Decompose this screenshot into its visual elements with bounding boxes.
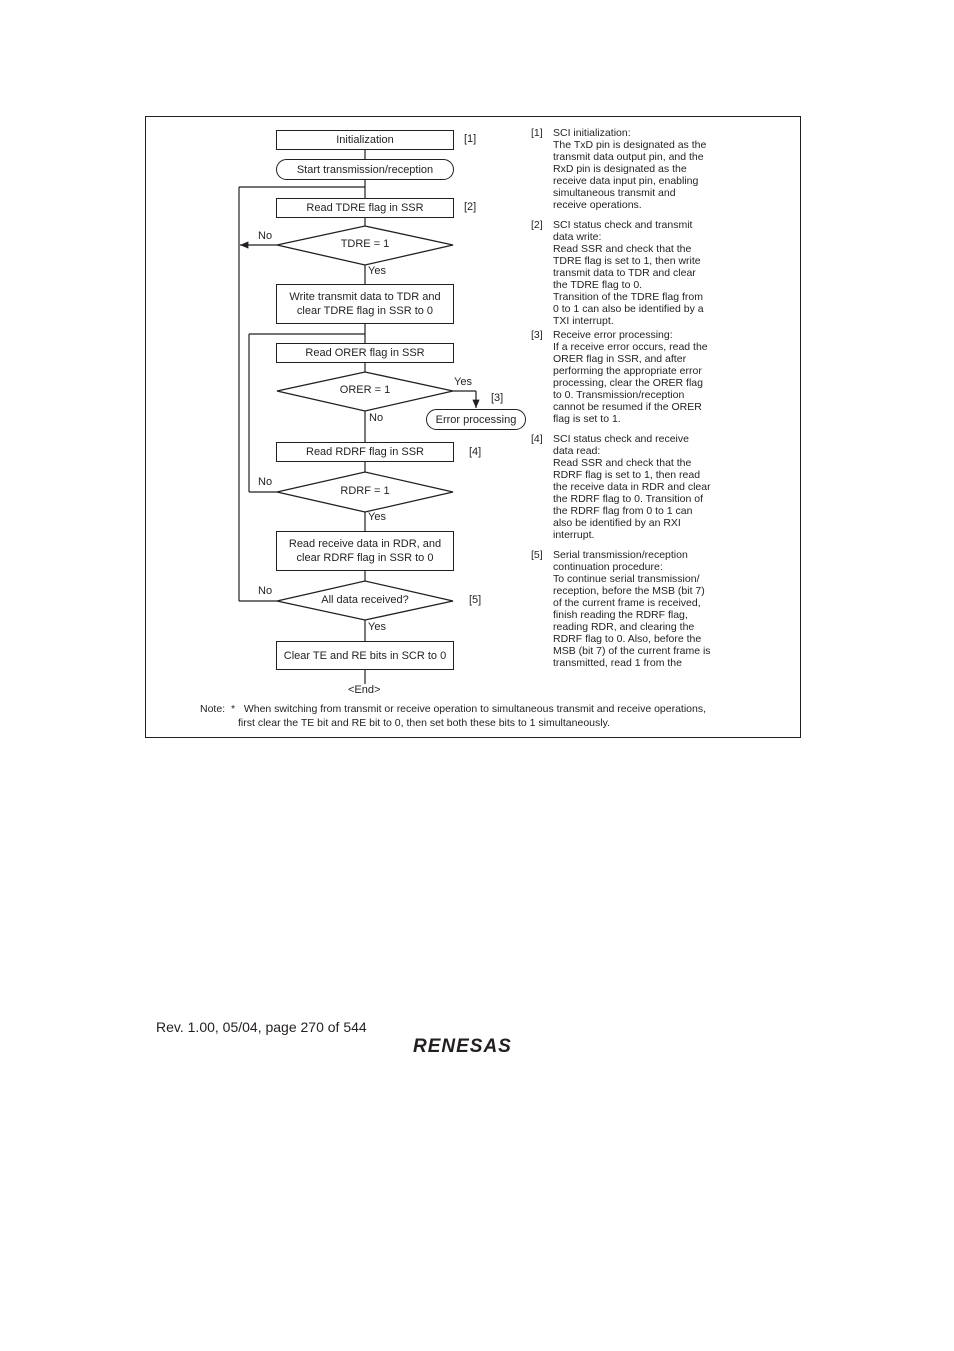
- orer-no-label: No: [369, 412, 384, 424]
- note-line: interrupt.: [553, 529, 595, 541]
- logo-text: RENESAS: [413, 1036, 512, 1056]
- rdrf-check-label: RDRF = 1: [340, 485, 390, 497]
- error-processing-terminal: [426, 409, 526, 430]
- all-received-no-label: No: [258, 585, 273, 597]
- note-line: Read SSR and check that the: [553, 243, 692, 255]
- note-line: processing, clear the ORER flag: [553, 377, 703, 389]
- read-rdr-box: [276, 531, 454, 571]
- note-line: the RDRF flag from 0 to 1 can: [553, 505, 693, 517]
- note-line: SCI status check and receive: [553, 433, 689, 445]
- ref-3: [3]: [491, 392, 504, 404]
- tdre-yes-label: Yes: [368, 265, 386, 277]
- note-line: transmit data to TDR and clear: [553, 267, 696, 279]
- note-5: [531, 549, 731, 669]
- note-4-number: [4]: [531, 433, 543, 445]
- ref-1: [1]: [464, 133, 477, 145]
- read-rdr-line1: Read receive data in RDR, and: [288, 538, 442, 550]
- write-tdr-box: [276, 284, 454, 324]
- note-3-body: [553, 329, 731, 425]
- all-received-label: All data received?: [321, 594, 409, 606]
- initialization-box: [276, 130, 454, 150]
- note-line: TXI interrupt.: [553, 315, 614, 327]
- footnote-text2: first clear the TE bit and RE bit to 0, then set both these bits to 1 simultaneously.: [238, 717, 610, 729]
- page-revision: Rev. 1.00, 05/04, page 270 of 544: [156, 1019, 367, 1035]
- note-line: Read SSR and check that the: [553, 457, 692, 469]
- tdre-no-label: No: [258, 230, 273, 242]
- note-line: transmitted, read 1 from the: [553, 657, 682, 669]
- note-line: flag is set to 1.: [553, 413, 621, 425]
- rdrf-no-label: No: [258, 476, 273, 488]
- read-rdr-line2: clear RDRF flag in SSR to 0: [296, 552, 434, 564]
- note-4-body: [553, 433, 731, 541]
- note-2-body: [553, 219, 731, 327]
- note-line: If a receive error occurs, read the: [553, 341, 708, 353]
- note-5-body: [553, 549, 731, 669]
- note-line: TDRE flag is set to 1, then write: [553, 255, 701, 267]
- error-processing-label: Error processing: [435, 413, 517, 426]
- note-line: reception, before the MSB (bit 7): [553, 585, 705, 597]
- note-line: SCI status check and transmit: [553, 219, 693, 231]
- note-line: transmit data output pin, and the: [553, 151, 704, 163]
- note-line: 0 to 1 can also be identified by a: [553, 303, 704, 315]
- footnote-prefix: Note:: [200, 703, 226, 715]
- footnote: [200, 702, 706, 730]
- note-line: SCI initialization:: [553, 127, 631, 139]
- footnote-line1: [200, 702, 706, 716]
- start-label: Start transmission/reception: [296, 163, 434, 176]
- ref-4: [4]: [469, 446, 482, 458]
- clear-te-re-label: Clear TE and RE bits in SCR to 0: [283, 649, 447, 662]
- notes-column: [531, 127, 731, 677]
- orer-check-label: ORER = 1: [339, 384, 391, 396]
- note-line: receive operations.: [553, 199, 642, 211]
- note-line: of the current frame is received,: [553, 597, 701, 609]
- note-line: the TDRE flag to 0.: [553, 279, 643, 291]
- note-line: data write:: [553, 231, 602, 243]
- footnote-star: *: [230, 703, 236, 715]
- note-2: [531, 219, 731, 327]
- orer-yes-label: Yes: [454, 376, 472, 388]
- start-terminal: [276, 159, 454, 180]
- note-line: performing the appropriate error: [553, 365, 702, 377]
- read-orer-box: [276, 343, 454, 363]
- read-rdrf-box: [276, 442, 454, 462]
- note-line: reading RDR, and clearing the: [553, 621, 695, 633]
- note-line: To continue serial transmission/: [553, 573, 700, 585]
- note-line: receive data input pin, enabling: [553, 175, 699, 187]
- all-received-yes-label: Yes: [368, 621, 386, 633]
- note-line: cannot be resumed if the ORER: [553, 401, 702, 413]
- note-line: RxD pin is designated as the: [553, 163, 687, 175]
- note-line: to 0. Transmission/reception: [553, 389, 685, 401]
- read-tdre-label: Read TDRE flag in SSR: [306, 202, 424, 214]
- note-line: continuation procedure:: [553, 561, 663, 573]
- note-line: Receive error processing:: [553, 329, 673, 341]
- note-1-number: [1]: [531, 127, 543, 139]
- note-1-body: [553, 127, 731, 211]
- note-1: [531, 127, 731, 211]
- note-3: [531, 329, 731, 425]
- read-rdrf-label: Read RDRF flag in SSR: [306, 446, 424, 458]
- note-line: RDRF flag is set to 1, then read: [553, 469, 701, 481]
- note-3-number: [3]: [531, 329, 543, 341]
- note-line: also be identified by an RXI: [553, 517, 681, 529]
- note-line: the RDRF flag to 0. Transition of: [553, 493, 703, 505]
- note-line: simultaneous transmit and: [553, 187, 676, 199]
- note-2-number: [2]: [531, 219, 543, 231]
- note-line: The TxD pin is designated as the: [553, 139, 707, 151]
- footnote-text1: When switching from transmit or receive operation to simultaneous transmit and receive operations,: [243, 703, 707, 715]
- ref-2: [2]: [464, 201, 477, 213]
- rdrf-yes-label: Yes: [368, 511, 386, 523]
- note-4: [531, 433, 731, 541]
- note-5-number: [5]: [531, 549, 543, 561]
- note-line: RDRF flag to 0. Also, before the: [553, 633, 702, 645]
- read-orer-label: Read ORER flag in SSR: [305, 347, 425, 359]
- note-line: Serial transmission/reception: [553, 549, 688, 561]
- clear-te-re-box: [276, 641, 454, 670]
- read-tdre-box: [276, 198, 454, 218]
- tdre-check-label: TDRE = 1: [340, 238, 390, 250]
- note-line: ORER flag in SSR, and after: [553, 353, 687, 365]
- ref-5: [5]: [469, 594, 482, 606]
- note-line: finish reading the RDRF flag,: [553, 609, 688, 621]
- note-line: Transition of the TDRE flag from: [553, 291, 703, 303]
- renesas-logo: [413, 1034, 535, 1056]
- write-tdr-line1: Write transmit data to TDR and: [289, 291, 441, 303]
- write-tdr-line2: clear TDRE flag in SSR to 0: [296, 305, 434, 317]
- end-label: <End>: [348, 684, 381, 696]
- note-line: the receive data in RDR and clear: [553, 481, 711, 493]
- initialization-label: Initialization: [336, 134, 394, 146]
- note-line: data read:: [553, 445, 601, 457]
- note-line: MSB (bit 7) of the current frame is: [553, 645, 711, 657]
